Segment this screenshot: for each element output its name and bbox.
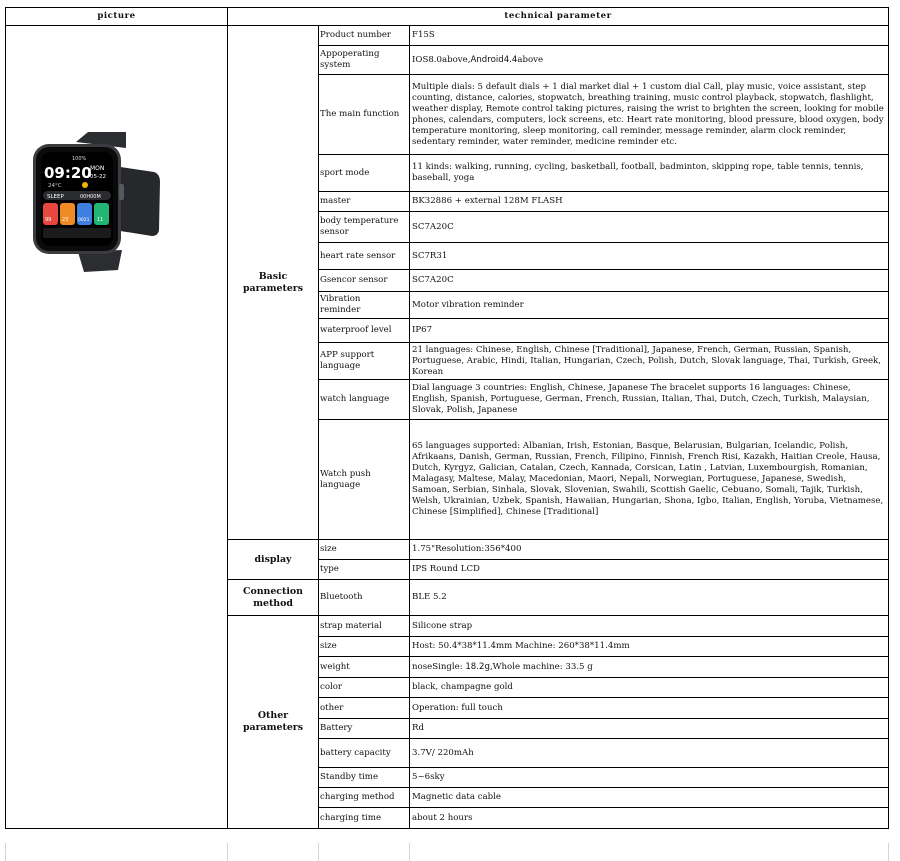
value-text: IPS Round LCD [412, 564, 480, 574]
value-text: 21 languages: Chinese, English, Chinese [Traditional], Japanese, French, German, Russian, Spanish, Portuguese, Arabic, Hindi, Italian, Hungarian, Czech, Polish, Dutch, Slovak language, Thai, Turkish, Greek, Korean [412, 344, 881, 377]
value-text: Multiple dials: 5 default dials + 1 dial market dial + 1 custom dial Call, play music, voice assistant, step counting, distance, calories, stopwatch, breathing training, music control playback, stopwatch, flashlight, weather display, Remote control taking pictures, raising the wrist to brighten the screen, looking for mobile phones, calendars, computers, lock screens, etc. Heart rate monitoring, blood pressure, blood oxygen, body temperature monitoring, sleep monitoring, call reminder, message reminder, alarm clock reminder, sedentary reminder, water reminder, medicine reminder etc. [412, 81, 884, 147]
category-cell: Other parameters [228, 616, 319, 829]
parameter-name: Bluetooth [319, 580, 410, 616]
tile-value-1: 99 [45, 217, 52, 223]
parameter-value [410, 270, 889, 292]
value-text: Rd [412, 723, 424, 733]
parameter-name: APP support language [319, 343, 410, 380]
value-text: 11 kinds: walking, running, cycling, basketball, football, badminton, skipping rope, table tennis, tennis, baseball, yoga [412, 162, 864, 183]
value-text: Dial language 3 countries: English, Chinese, Japanese The bracelet supports 16 languages: Chinese, English, Spanish, Portuguese, German, French, Russian, Italian, Thai, Dutch, Czech, Turkish, Malaysian, Slovak, Polish, Japanese [412, 383, 870, 415]
value-text-tail: ,Whole machine: 33.5 g [489, 661, 593, 672]
spec-row [6, 26, 889, 46]
battery-label: 100% [72, 156, 87, 162]
parameter-value [410, 637, 889, 657]
value-text: BLE 5.2 [412, 592, 447, 602]
parameter-name: size [319, 637, 410, 657]
parameter-value [410, 657, 889, 678]
watch-time: 09:20 [44, 164, 92, 182]
parameter-name: other [319, 698, 410, 719]
parameter-name: sport mode [319, 155, 410, 192]
parameter-value [410, 26, 889, 46]
parameter-name: master [319, 192, 410, 212]
parameter-name: battery capacity [319, 739, 410, 768]
sheet-gridlines [5, 843, 888, 861]
tile-value-4: 11 [97, 217, 104, 223]
value-text: SC7A20C [412, 275, 454, 285]
parameter-value [410, 678, 889, 698]
value-text: 1.75"Resolution:356*400 [412, 544, 522, 554]
parameter-name: Watch push language [319, 420, 410, 540]
sleep-time: 00H00M [80, 194, 101, 200]
value-text: IOS8.0above, [412, 54, 471, 65]
value-text: about 2 hours [412, 812, 473, 823]
value-text: Magnetic data cable [412, 792, 501, 802]
watch-temp: 24°C [48, 183, 62, 189]
value-text: 65 languages supported: Albanian, Irish, Estonian, Basque, Belarusian, Bulgarian, Icelandic, Polish, Afrikaans, Danish, German, Russian, French, Filipino, Finnish, French Risi, Kazakh, Haitian Creole, Hausa, Dutch, Kyrgyz, Galician, Catalan, Czech, Kannada, Corsican, Latin , Latvian, Luxembourgish, Romanian, Malagasy, Maltese, Malay, Macedonian, Maori, Nepali, Norwegian, Portuguese, Japanese, Swedish, Samoan, Serbian, Sinhala, Slovak, Slovenian, Swahili, Scottish Gaelic, Cebuano, Somali, Tajik, Turkish, Welsh, Ukrainian, Uzbek, Spanish, Hawaiian, Hungarian, Shona, Igbo, Italian, English, Yoruba, Vietnamese, Chinese [Simplified], Chinese [Traditional] [412, 441, 884, 517]
parameter-value [410, 380, 889, 420]
value-text: F15S [412, 30, 435, 40]
parameter-name: Gsencor sensor [319, 270, 410, 292]
parameter-name: color [319, 678, 410, 698]
parameter-value [410, 768, 889, 788]
category-cell: Connection method [228, 580, 319, 616]
parameter-value [410, 292, 889, 319]
parameter-value [410, 243, 889, 270]
watch-date: 05-22 [90, 174, 106, 180]
parameter-value [410, 788, 889, 808]
parameter-name: body temperature sensor [319, 212, 410, 243]
value-text-sans: 18.2g [465, 661, 490, 672]
value-text: IP67 [412, 325, 433, 335]
parameter-name: strap material [319, 616, 410, 637]
parameter-value [410, 739, 889, 768]
value-text: Silicone strap [412, 620, 473, 631]
value-text: 5~6sky [412, 772, 445, 782]
parameter-value [410, 540, 889, 560]
parameter-name: The main function [319, 75, 410, 155]
parameter-name: Vibration reminder [319, 292, 410, 319]
parameter-name: heart rate sensor [319, 243, 410, 270]
parameter-value [410, 560, 889, 580]
value-text: BK32886 + external 128M FLASH [412, 196, 563, 206]
parameter-value [410, 343, 889, 380]
category-cell: Basic parameters [228, 26, 319, 540]
parameter-value [410, 155, 889, 192]
category-cell: display [228, 540, 319, 580]
parameter-value [410, 75, 889, 155]
spec-table [5, 7, 889, 829]
parameter-name: Appoperating system [319, 46, 410, 75]
parameter-value [410, 616, 889, 637]
parameter-value [410, 719, 889, 739]
parameter-name: weight [319, 657, 410, 678]
parameter-value [410, 698, 889, 719]
value-text: Host: 50.4*38*11.4mm Machine: 260*38*11.4mm [412, 641, 630, 651]
smartwatch-image [26, 132, 161, 272]
value-text: noseSingle: [412, 661, 466, 672]
parameter-name: charging method [319, 788, 410, 808]
header-row [6, 8, 889, 26]
parameter-value [410, 420, 889, 540]
weather-icon [82, 182, 88, 188]
spec-sheet [5, 7, 888, 829]
value-text: SC7A20C [412, 221, 454, 232]
parameter-value [410, 212, 889, 243]
parameter-name: Product number [319, 26, 410, 46]
parameter-name: waterproof level [319, 319, 410, 343]
parameter-name: watch language [319, 380, 410, 420]
parameter-name: charging time [319, 808, 410, 829]
value-text: 3.7V/ 220mAh [412, 747, 474, 758]
parameter-value [410, 319, 889, 343]
parameter-value [410, 808, 889, 829]
tile-value-2: 23 [62, 217, 69, 223]
parameter-name: size [319, 540, 410, 560]
parameter-value [410, 580, 889, 616]
sleep-label: SLEEP [47, 194, 64, 200]
value-text-tail: above [517, 54, 544, 65]
watch-day: MON [90, 165, 105, 172]
value-text: SC7R31 [412, 250, 448, 261]
tile-value-3: 0021 [78, 218, 90, 223]
value-text: black, champagne gold [412, 682, 513, 692]
parameter-name: Standby time [319, 768, 410, 788]
technical-parameter-header: technical parameter [228, 8, 889, 26]
value-text-sans: Android4.4 [470, 54, 518, 65]
parameter-name: type [319, 560, 410, 580]
parameter-value [410, 46, 889, 75]
picture-header: picture [6, 8, 228, 26]
value-text: Operation: full touch [412, 702, 503, 713]
parameter-value [410, 192, 889, 212]
value-text: Motor vibration reminder [412, 299, 524, 310]
parameter-name: Battery [319, 719, 410, 739]
